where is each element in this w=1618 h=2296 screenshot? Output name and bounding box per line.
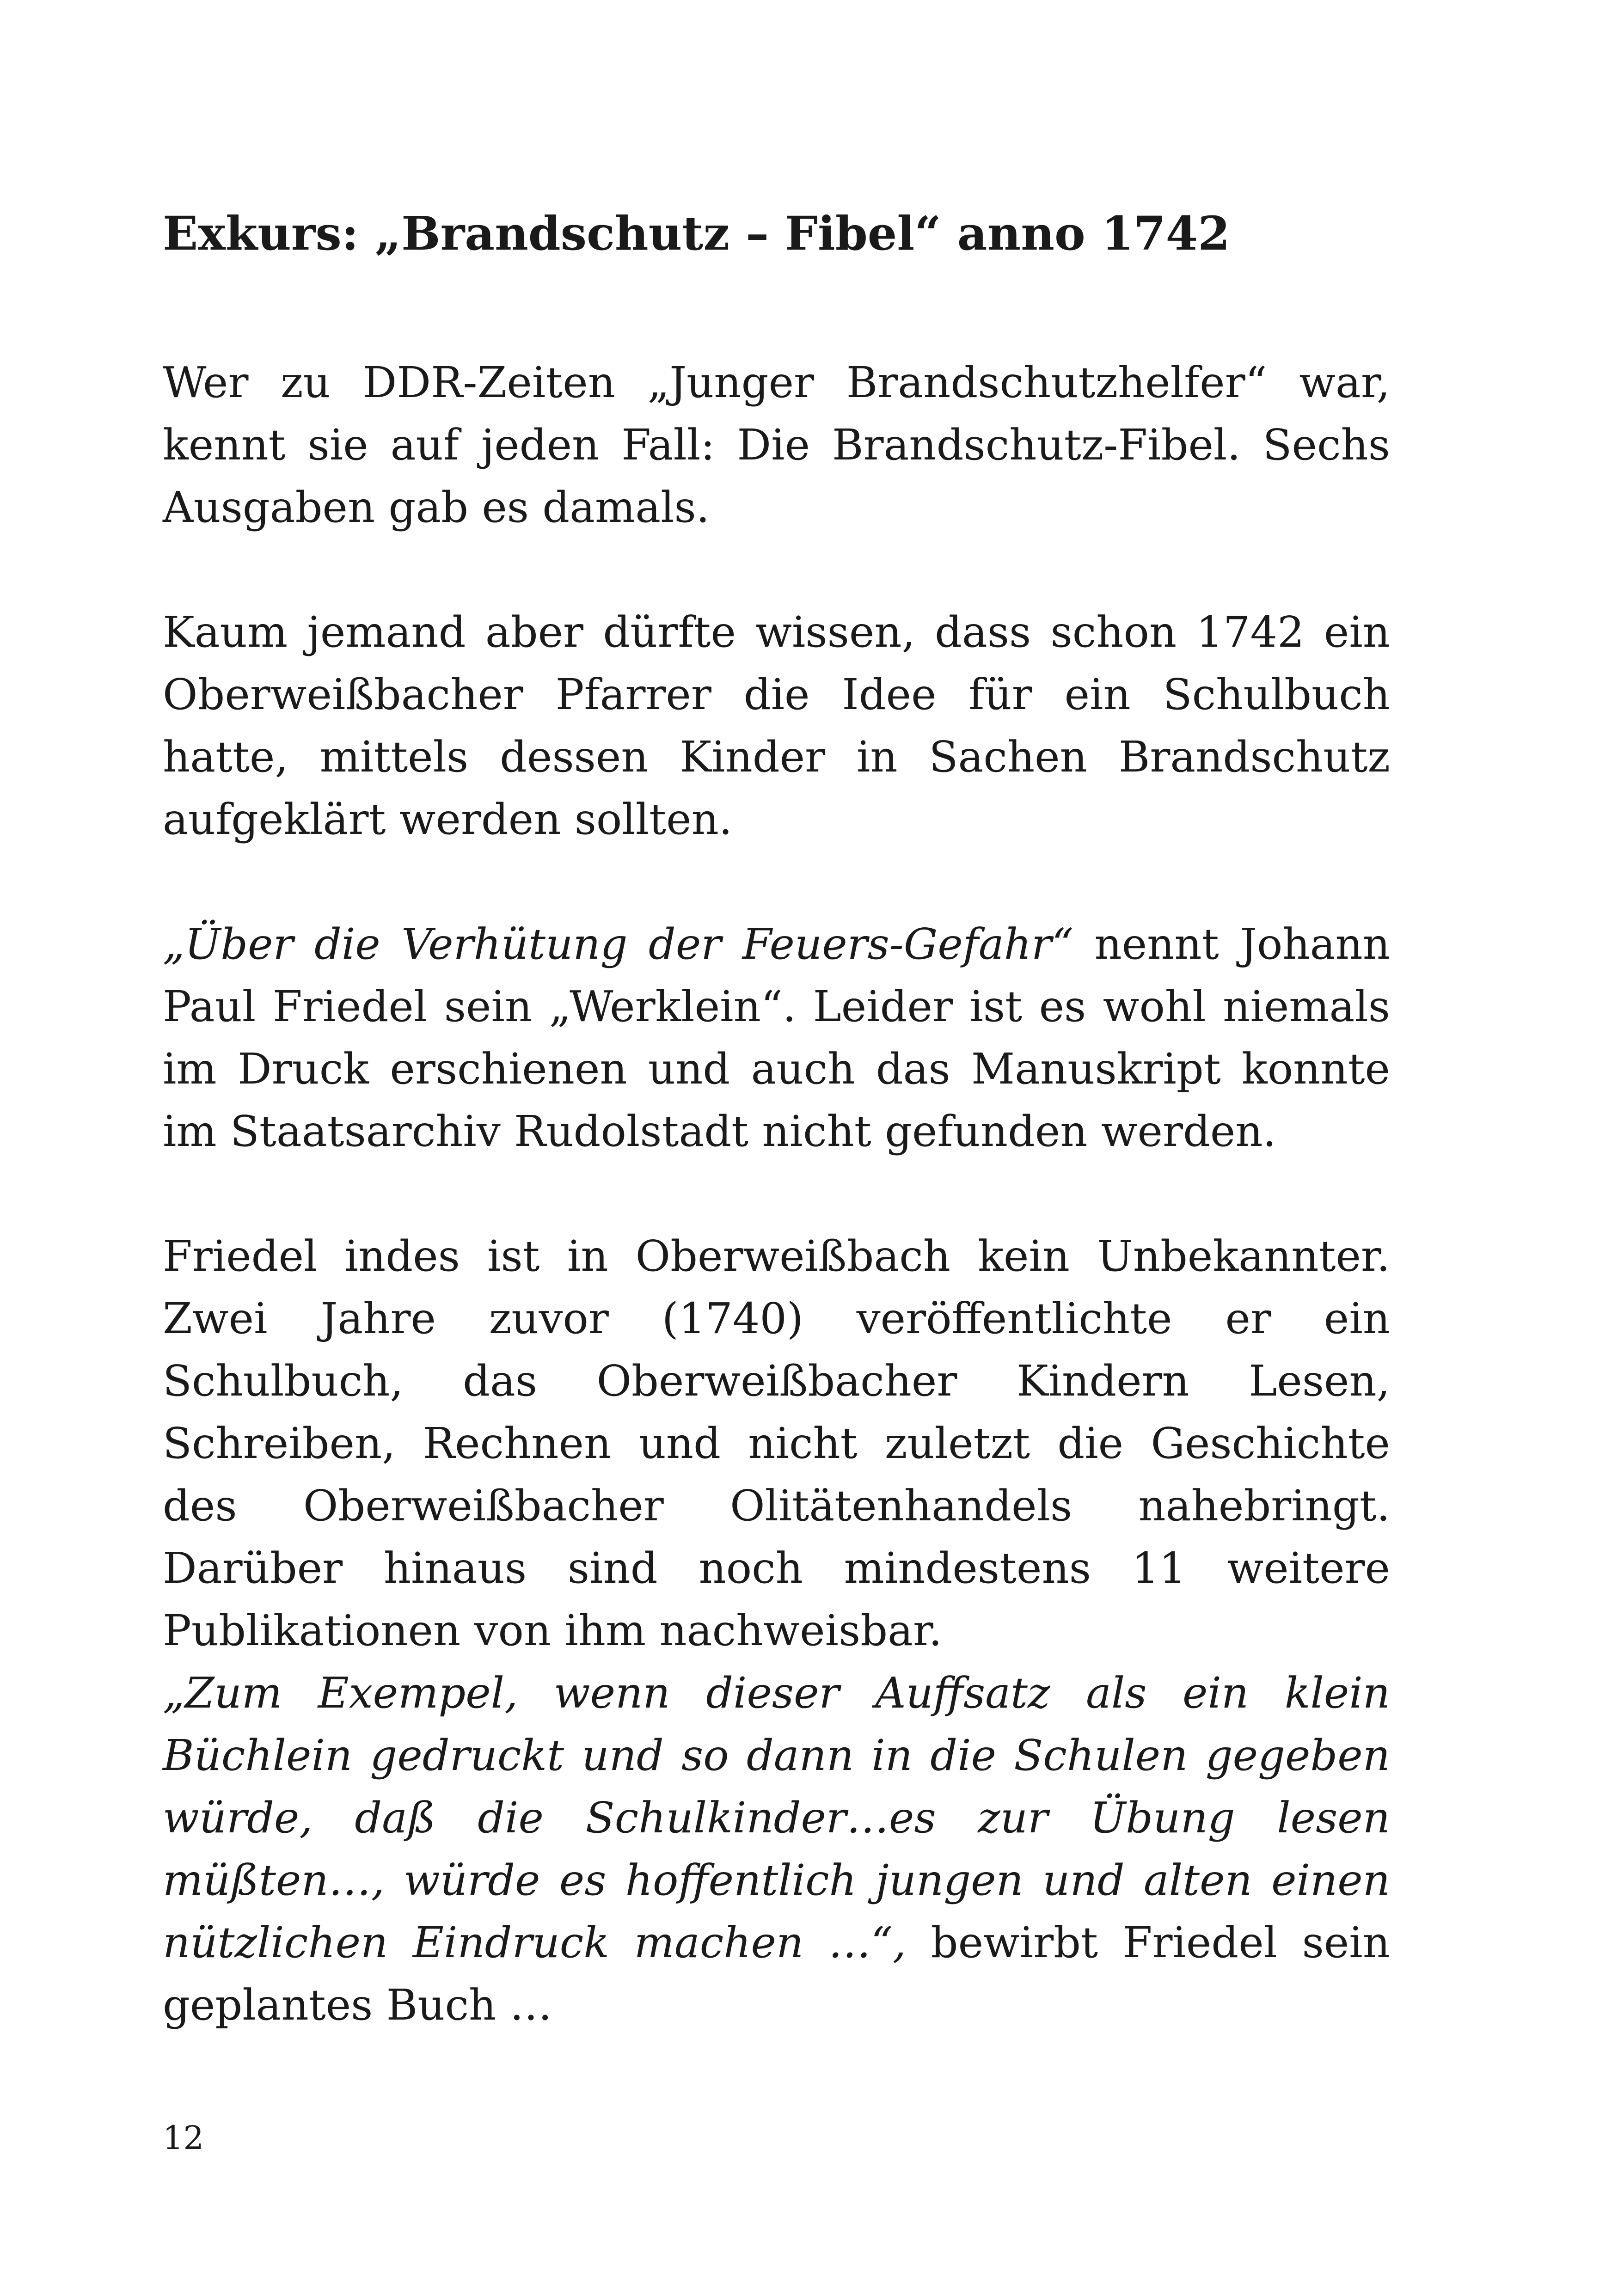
page-number: 12 [163,2119,204,2157]
paragraph-quote [163,1662,1390,2036]
chapter-heading: Exkurs: „Brandschutz – Fibel“ anno 1742 [163,206,1230,261]
paragraph-friedel-publications: Friedel indes ist in Oberweißbach kein Unbekannter. Zwei Jahre zuvor (1740) veröffentlichte er ein Schulbuch, das Oberweißbacher Kindern Lesen, Schreiben, Rechnen und nicht zuletzt die Geschichte des Oberweißbacher Olitätenhandels nahebringt. Darüber hinaus sind noch mindestens 11 weitere Publikationen von ihm nachweisbar. [163,1231,1390,1655]
paragraph-ddr-fibel: Wer zu DDR-Zeiten „Junger Brandschutzhelfer“ war, kennt sie auf jeden Fall: Die Brandschutz-Fibel. Sechs Ausgaben gab es damals. [163,358,1390,532]
paragraph-quote-text: bewirbt Friedel sein geplantes Buch … [163,1918,1390,2030]
paragraph-werklein-text: nennt Johann Paul Friedel sein „Werklein“. Leider ist es wohl niemals im Druck erschienen und auch das Manuskript konnte im Staatsarchiv Rudolstadt nicht gefunden werden. [163,919,1390,1156]
friedel-quote: „Zum Exempel, wenn dieser Auffsatz als ein klein Büchlein gedruckt und so dann in die Schulen gegeben würde, daß die Schulkinder…es zur Übung lesen müßten…, würde es hoffentlich jungen und alten einen nützlichen Eindruck machen …“, [163,1668,1390,1967]
paragraph-werklein [163,913,1390,1163]
paragraph-1742-idea: Kaum jemand aber dürfte wissen, dass schon 1742 ein Oberweißbacher Pfarrer die Idee für ein Schulbuch hatte, mittels dessen Kinder in Sachen Brandschutz aufgeklärt werden sollten. [163,607,1390,844]
book-title-quote: „Über die Verhütung der Feuers-Gefahr“ [163,919,1074,969]
